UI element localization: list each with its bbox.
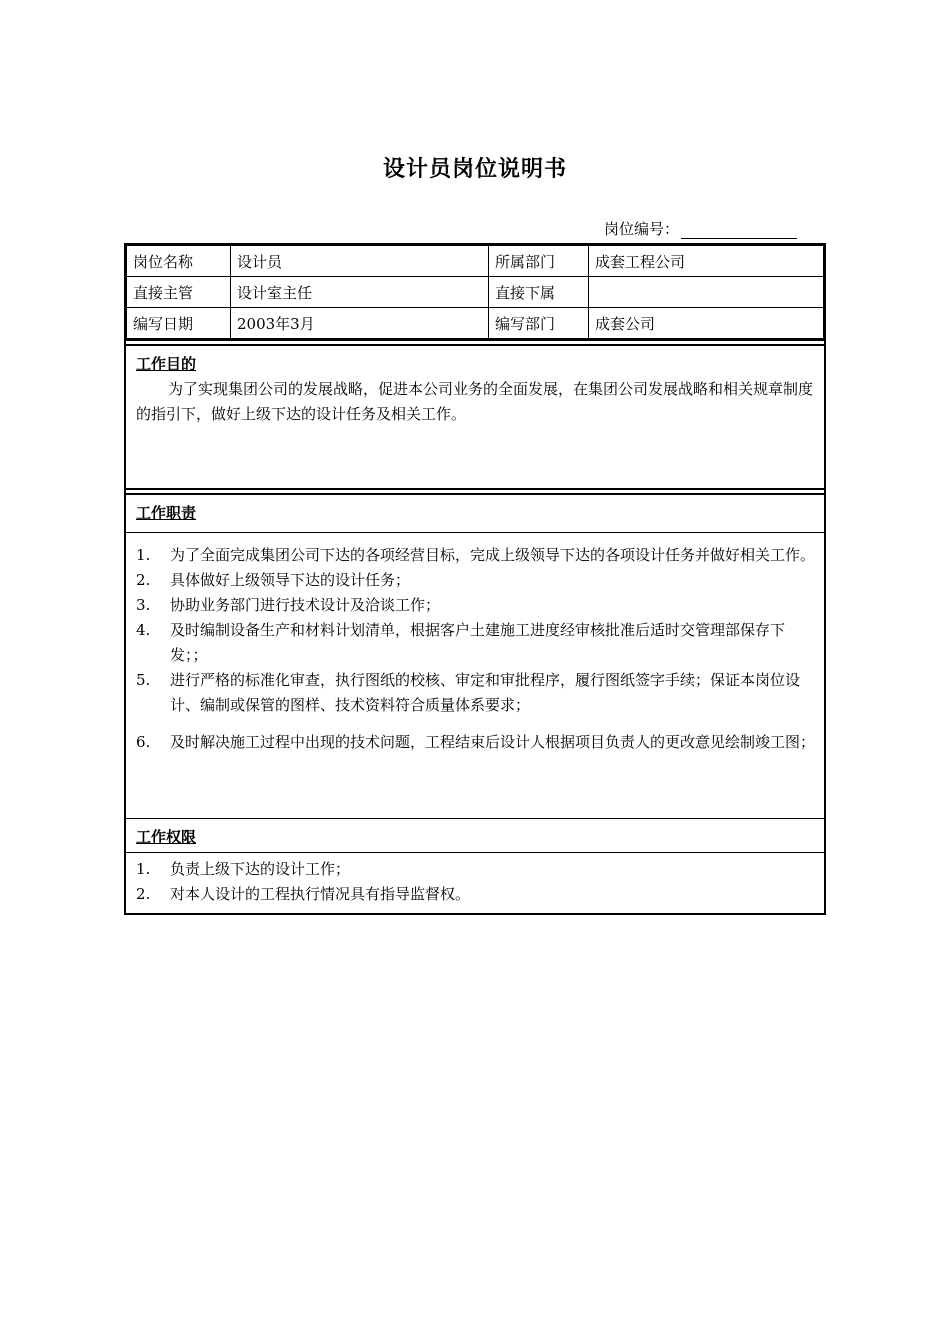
duties-heading-rule (126, 532, 824, 533)
duties-list (136, 543, 818, 755)
info-key: 所属部门 (489, 246, 589, 277)
section-divider (126, 488, 824, 495)
job-description-form (124, 243, 826, 915)
post-number-label: 岗位编号： (604, 220, 680, 238)
post-number-field (604, 218, 797, 239)
item-text: 对本人设计的工程执行情况具有指导监督权。 (170, 885, 471, 903)
authority-list (136, 857, 818, 907)
info-value: 成套公司 (589, 308, 824, 339)
info-key: 编写部门 (489, 308, 589, 339)
purpose-text: 为了实现集团公司的发展战略，促进本公司业务的全面发展，在集团公司发展战略和相关规章制度的指引下，做好上级下达的设计任务及相关工作。 (136, 380, 814, 423)
duties-section (126, 495, 824, 818)
item-number: 1. (136, 546, 151, 564)
item-text: 及时编制设备生产和材料计划清单，根据客户土建施工进度经审核批准后适时交管理部保存下发；； (170, 621, 786, 664)
authority-heading: 工作权限 (136, 828, 197, 846)
item-number: 2. (136, 885, 151, 903)
duties-heading: 工作职责 (136, 504, 197, 522)
list-item (136, 543, 818, 568)
post-number-blank[interactable] (681, 222, 797, 239)
section-divider (126, 339, 824, 346)
item-number: 5. (136, 671, 151, 689)
list-item (136, 593, 818, 618)
table-row (127, 246, 824, 277)
item-text: 进行严格的标准化审查，执行图纸的校核、审定和审批程序，履行图纸签字手续；保证本岗位设计、编制或保管的图样、技术资料符合质量体系要求； (170, 671, 801, 714)
item-text: 负责上级下达的设计工作； (170, 860, 351, 878)
authority-heading-rule (126, 852, 824, 853)
table-row (127, 277, 824, 308)
list-item (136, 668, 818, 718)
authority-section (126, 819, 824, 913)
table-row (127, 308, 824, 339)
info-value (589, 277, 824, 308)
info-value: 成套工程公司 (589, 246, 824, 277)
list-item (136, 882, 818, 907)
info-key: 直接下属 (489, 277, 589, 308)
purpose-section (126, 346, 824, 488)
info-value: 设计员 (231, 246, 489, 277)
list-item (136, 568, 818, 593)
list-item (136, 857, 818, 882)
page-title: 设计员岗位说明书 (382, 157, 567, 182)
info-value: 2003年3月 (231, 308, 489, 339)
item-text: 为了全面完成集团公司下达的各项经营目标，完成上级领导下达的各项设计任务并做好相关工作。 (170, 546, 816, 564)
info-value: 设计室主任 (231, 277, 489, 308)
item-number: 1. (136, 860, 151, 878)
purpose-heading: 工作目的 (136, 355, 197, 373)
item-text: 及时解决施工过程中出现的技术问题，工程结束后设计人根据项目负责人的更改意见绘制竣工图； (170, 733, 816, 751)
list-item (136, 618, 818, 668)
item-number: 6. (136, 733, 151, 751)
item-number: 3. (136, 596, 151, 614)
info-key: 直接主管 (127, 277, 231, 308)
item-number: 4. (136, 621, 151, 639)
item-number: 2. (136, 571, 151, 589)
info-table (126, 245, 824, 339)
info-key: 编写日期 (127, 308, 231, 339)
list-item (136, 730, 818, 755)
item-text: 协助业务部门进行技术设计及洽谈工作； (170, 596, 441, 614)
info-key: 岗位名称 (127, 246, 231, 277)
item-text: 具体做好上级领导下达的设计任务； (170, 571, 411, 589)
